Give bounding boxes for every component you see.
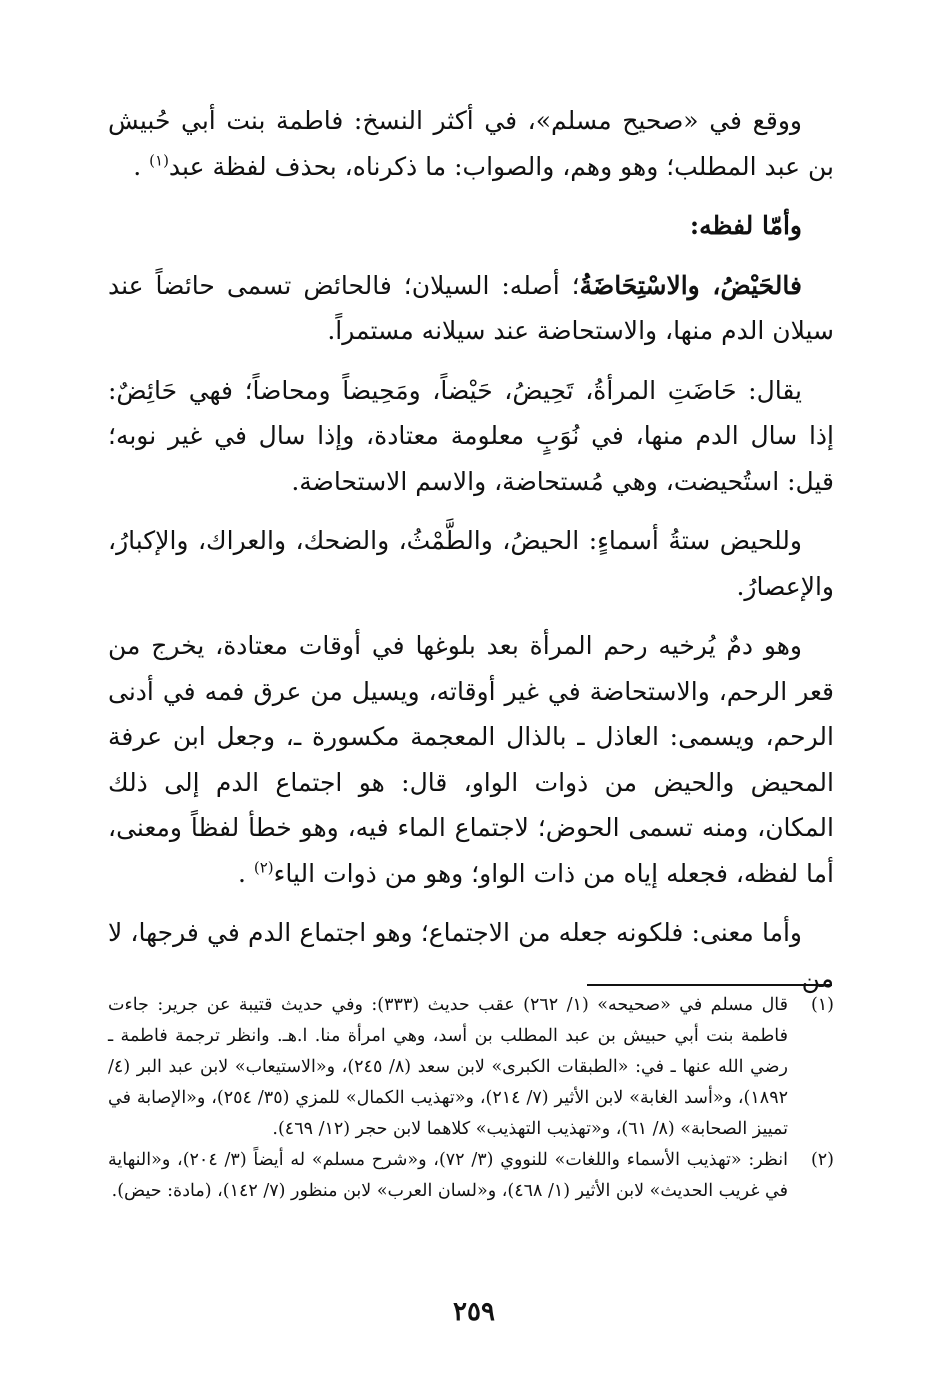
paragraph-5-end: .	[237, 858, 246, 888]
footnote-1-number: (١)	[810, 995, 834, 1015]
paragraph-5-text: وهو دمٌ يُرخيه رحم المرأة بعد بلوغها في أوقات معتادة، يخرج من قعر الرحم، والاستحاضة في غير أوقاته، ويسيل من عرق فمه في أدنى الرحم، ويسمى: العاذل ـ بالذال المعجمة مكسورة ـ، وجعل ابن عرفة المحيض والحيض من ذوات الواو، قال: هو اجتماع الدم إلى ذلك المكان، ومنه تسمى الحوض؛ لاجتماع الماء فيه، وهو خطأ لفظاً ومعنى، أما لفظه، فجعله إياه من ذات الواو؛ وهو من ذوات الياء	[108, 631, 834, 888]
paragraph-3: يقال: حَاضَتِ المرأةُ، تَحِيضُ، حَيْضاً، ومَحِيضاً ومحاضاً؛ فهي حَائِضٌ: إذا سال الدم منها، في نُوَبٍ معلومة معتادة، وإذا سال في غير نوبه؛ قيل: استُحيضت، وهي مُستحاضة، والاسم الاستحاضة.	[108, 375, 834, 496]
footnote-ref-1[interactable]: (١)	[149, 151, 169, 170]
footnote-ref-2[interactable]: (٢)	[253, 858, 274, 877]
footnote-1	[108, 990, 834, 1145]
paragraph-2	[108, 263, 834, 354]
paragraph-2-term: فالحَيْضُ، والاسْتِحَاضَةُ	[579, 270, 802, 300]
footnote-2	[108, 1145, 834, 1207]
footnote-2-text: انظر: «تهذيب الأسماء واللغات» للنووي (٣/ ٧٢)، و«شرح مسلم» له أيضاً (٣/ ٢٠٤)، و«النهاية في غريب الحديث» لابن الأثير (١/ ٤٦٨)، و«لسان العرب» لابن منظور (٧/ ١٤٢)، (مادة: حيض).	[108, 1150, 789, 1201]
section-heading: وأمّا لفظه:	[689, 211, 802, 240]
footnote-1-text: قال مسلم في «صحيحه» (١/ ٢٦٢) عقب حديث (٣٣٣): وفي حديث قتيبة عن جرير: جاءت فاطمة بنت أبي حبيش بن عبد المطلب بن أسد، وهي امرأة منا. ا.هـ. وانظر ترجمة فاطمة ـ رضي الله عنها ـ في: «الطبقات الكبرى» لابن سعد (٨/ ٢٤٥)، و«الاستيعاب» لابن عبد البر (٤/ ١٨٩٢)، و«أسد الغابة» لابن الأثير (٧/ ٢١٤)، و«تهذيب الكمال» للمزي (٣٥/ ٢٥٤)، و«الإصابة في تمييز الصحابة» (٨/ ٦١)، و«تهذيب التهذيب» كلاهما لابن حجر (١٢/ ٤٦٩).	[108, 995, 788, 1139]
paragraph-4: وللحيض ستةُ أسماءٍ: الحيضُ، والطَّمْثُ، والضحك، والعراك، والإكبارُ، والإعصارُ.	[108, 526, 834, 601]
footnotes	[108, 990, 834, 1207]
paragraph-1-text: ووقع في «صحيح مسلم»، في أكثر النسخ: فاطمة بنت أبي حُبيش بن عبد المطلب؛ وهو وهم، والصواب: ما ذكرناه، بحذف لفظة عبد	[108, 106, 834, 181]
paragraph-1	[108, 98, 834, 189]
footnote-separator	[587, 984, 832, 986]
page-number: ٢٥٩	[453, 1297, 495, 1327]
paragraph-6: وأما معنى: فلكونه جعله من الاجتماع؛ وهو اجتماع الدم في فرجها، لا من	[108, 918, 834, 993]
paragraph-5	[108, 623, 834, 896]
paragraph-1-end: .	[133, 151, 142, 181]
paragraph-2-text: ؛ أصله: السيلان؛ فالحائض تسمى حائضاً عند سيلان الدم منها، والاستحاضة عند سيلانه مستمراً.	[108, 270, 834, 345]
main-text	[108, 98, 834, 1015]
footnote-2-number: (٢)	[810, 1150, 834, 1170]
